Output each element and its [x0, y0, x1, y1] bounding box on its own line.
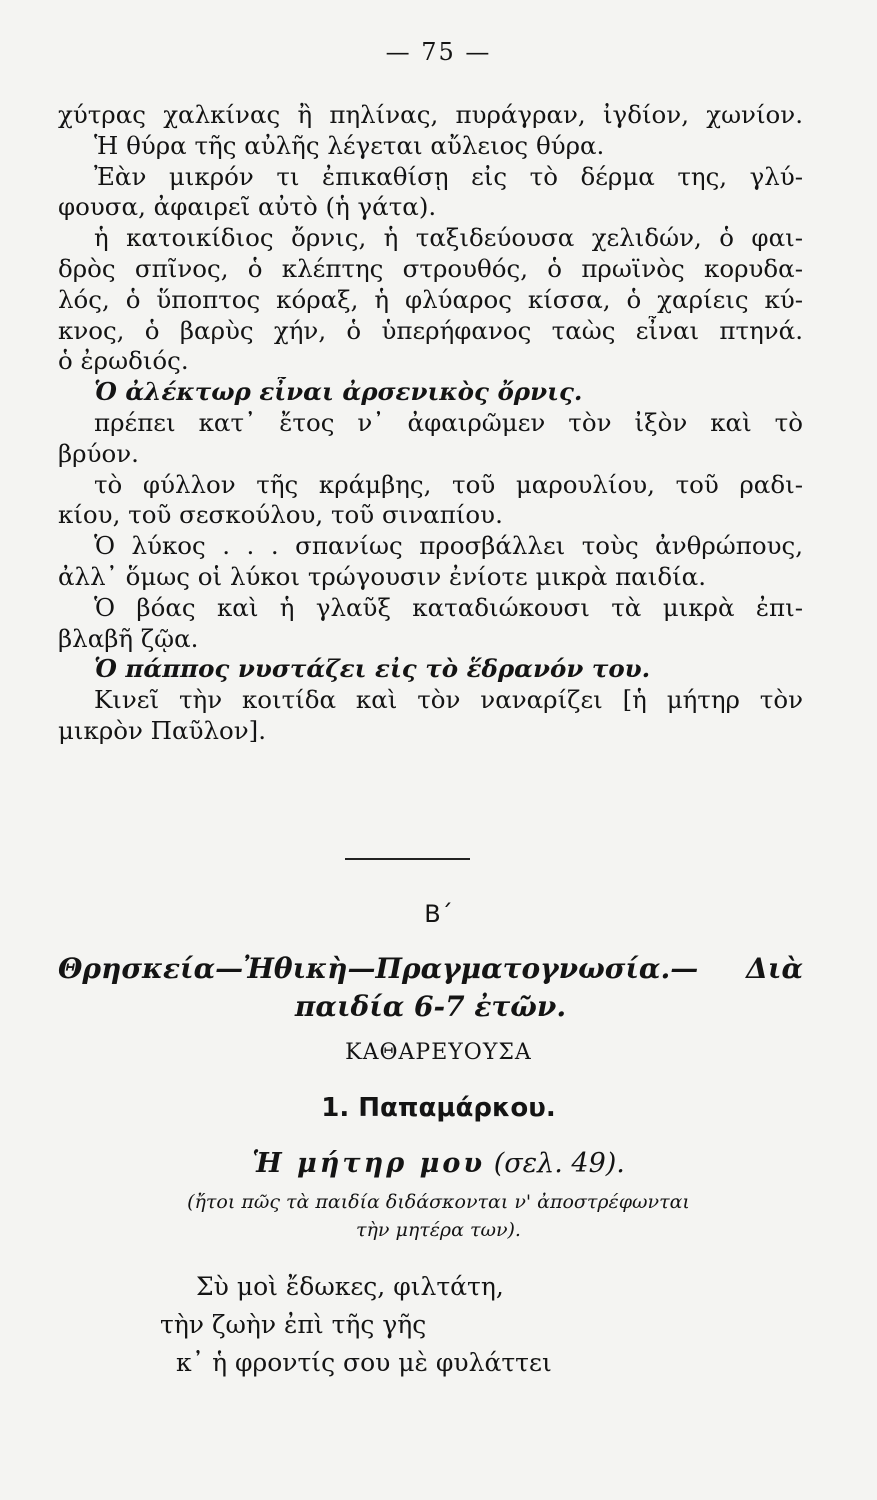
text-line: μικρὸν Παῦλον]. — [58, 715, 266, 745]
emphasized-sentence: Ὁ ἀλέκτωρ εἶναι ἀρσενικὸς ὄρνις. — [94, 377, 583, 407]
text-line: Ἡ θύρα τῆς αὐλῆς λέγεται αὔλειος θύρα. — [94, 130, 605, 160]
text-line: ἀλλ᾽ ὅμως οἱ λύκοι τρώγουσιν ἐνίοτε μικρὰ παιδία. — [58, 561, 707, 591]
text-line: δρὸς σπῖνος, ὁ κλέπτης στρουθός, ὁ πρωϊνὸς κορυδα- — [58, 253, 803, 283]
text-line: βρύον. — [58, 438, 139, 468]
text-line: Κινεῖ τὴν κοιτίδα καὶ τὸν ναναρίζει [ἡ μήτηρ τὸν — [94, 685, 803, 715]
emphasized-sentence: Ὁ πάππος νυστάζει εἰς τὸ ἕδρανόν του. — [94, 654, 651, 684]
text-line: Ἐὰν μικρόν τι ἐπικαθίσῃ εἰς τὸ δέρμα της, γλύ- — [94, 161, 803, 191]
verse-line: κ᾽ ἡ φροντίς σου μὲ φυλάττει — [176, 1348, 552, 1377]
text-line: φουσα, ἀφαιρεῖ αὐτὸ (ἡ γάτα). — [58, 192, 437, 222]
section-divider — [345, 858, 470, 860]
text-line: Ὁ λύκος . . . σπανίως προσβάλλει τοὺς ἀνθρώπους, — [94, 531, 803, 561]
verse-line: Σὺ μοὶ ἔδωκες, φιλτάτη, — [196, 1272, 504, 1301]
text-line: τὸ φύλλον τῆς κράμβης, τοῦ μαρουλίου, τοῦ ραδι- — [94, 469, 803, 499]
text-line: κίου, τοῦ σεσκούλου, τοῦ σιναπίου. — [58, 500, 503, 530]
language-label: ΚΑΘΑΡΕΥΟΥΣΑ — [345, 1040, 532, 1065]
text-line: βλαβῆ ζῷα. — [58, 623, 199, 653]
text-line: ἡ κατοικίδιος ὄρνις, ἡ ταξιδεύουσα χελιδών, ὁ φαι- — [94, 223, 803, 253]
poem-title-text: Ἡ μήτηρ μου — [252, 1148, 486, 1179]
main-text-block — [58, 100, 803, 747]
verse-line: τὴν ζωὴν ἐπὶ τῆς γῆς — [160, 1310, 427, 1339]
text-line: ὁ ἐρωδιός. — [58, 346, 189, 376]
page-number: — 75 — — [385, 38, 492, 66]
poem-subtitle — [0, 1188, 877, 1244]
poem-verse — [160, 1268, 552, 1382]
subtitle-line: τὴν μητέρα των). — [356, 1219, 521, 1241]
section-heading — [58, 950, 803, 1026]
text-line: λός, ὁ ὕποπτος κόραξ, ἡ φλύαρος κίσσα, ὁ χαρίεις κύ- — [58, 284, 803, 314]
author-heading: 1. Παπαμάρκου. — [321, 1093, 556, 1123]
text-line: χύτρας χαλκίνας ἢ πηλίνας, πυράγραν, ἰγδίον, χωνίον. — [58, 100, 803, 129]
text-line: κνος, ὁ βαρὺς χήν, ὁ ὑπερήφανος ταὼς εἶναι πτηνά. — [58, 315, 803, 345]
poem-title — [0, 1148, 877, 1179]
section-heading-line: παιδία 6-7 ἐτῶν. — [294, 990, 567, 1023]
subtitle-line: (ἤτοι πῶς τὰ παιδία διδάσκονται ν' ἀποστρέφωνται — [187, 1191, 690, 1213]
poem-page-ref: (σελ. 49). — [493, 1148, 625, 1179]
text-line: πρέπει κατ᾽ ἔτος ν᾽ ἀφαιρῶμεν τὸν ἰξὸν καὶ τὸ — [94, 407, 803, 437]
section-heading-line: Θρησκεία—Ἠθικὴ—Πραγματογνωσία.— Διὰ — [58, 952, 803, 985]
section-letter: Β΄ — [424, 900, 453, 928]
text-line: Ὁ βόας καὶ ἡ γλαῦξ καταδιώκουσι τὰ μικρὰ ἐπι- — [94, 592, 803, 622]
